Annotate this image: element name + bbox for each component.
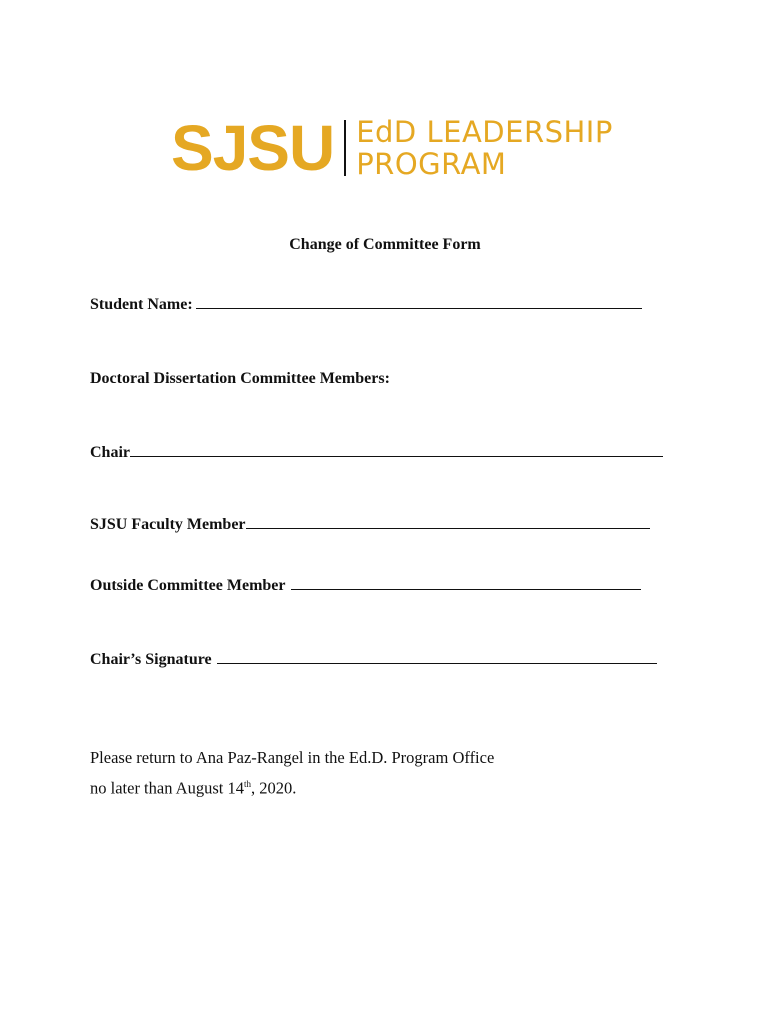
student-name-field[interactable]	[90, 296, 642, 314]
return-instructions-line-2	[90, 771, 494, 802]
chair-signature-line[interactable]	[217, 662, 657, 664]
faculty-member-line[interactable]	[246, 527, 650, 529]
logo-line-2: PROGRAM	[356, 147, 507, 181]
logo-divider	[344, 120, 346, 176]
outside-member-line[interactable]	[291, 588, 641, 590]
student-name-label: Student Name:	[90, 296, 193, 313]
outside-member-field[interactable]	[90, 577, 641, 595]
student-name-line[interactable]	[196, 307, 642, 309]
deadline-ordinal: th	[243, 779, 251, 789]
sjsu-logo-mark: SJSU	[171, 112, 335, 184]
deadline-prefix: no later than August 14	[90, 778, 244, 798]
program-logo	[171, 112, 613, 184]
faculty-member-label: SJSU Faculty Member	[90, 516, 246, 533]
chair-label: Chair	[90, 444, 130, 461]
return-instructions	[90, 745, 494, 802]
deadline-suffix: , 2020.	[251, 778, 297, 798]
chair-line[interactable]	[130, 455, 663, 457]
committee-heading: Doctoral Dissertation Committee Members:	[90, 370, 390, 387]
return-instructions-line-1: Please return to Ana Paz-Rangel in the Ed.D. Program Office	[90, 748, 495, 767]
chair-signature-label: Chair’s Signature	[90, 651, 212, 668]
chair-field[interactable]	[90, 444, 663, 462]
form-title: Change of Committee Form	[289, 236, 481, 253]
logo-program-name	[356, 116, 613, 180]
logo-line-1: EdD LEADERSHIP	[356, 115, 613, 149]
chair-signature-field[interactable]	[90, 651, 657, 669]
faculty-member-field[interactable]	[90, 516, 650, 534]
outside-member-label: Outside Committee Member	[90, 577, 286, 594]
